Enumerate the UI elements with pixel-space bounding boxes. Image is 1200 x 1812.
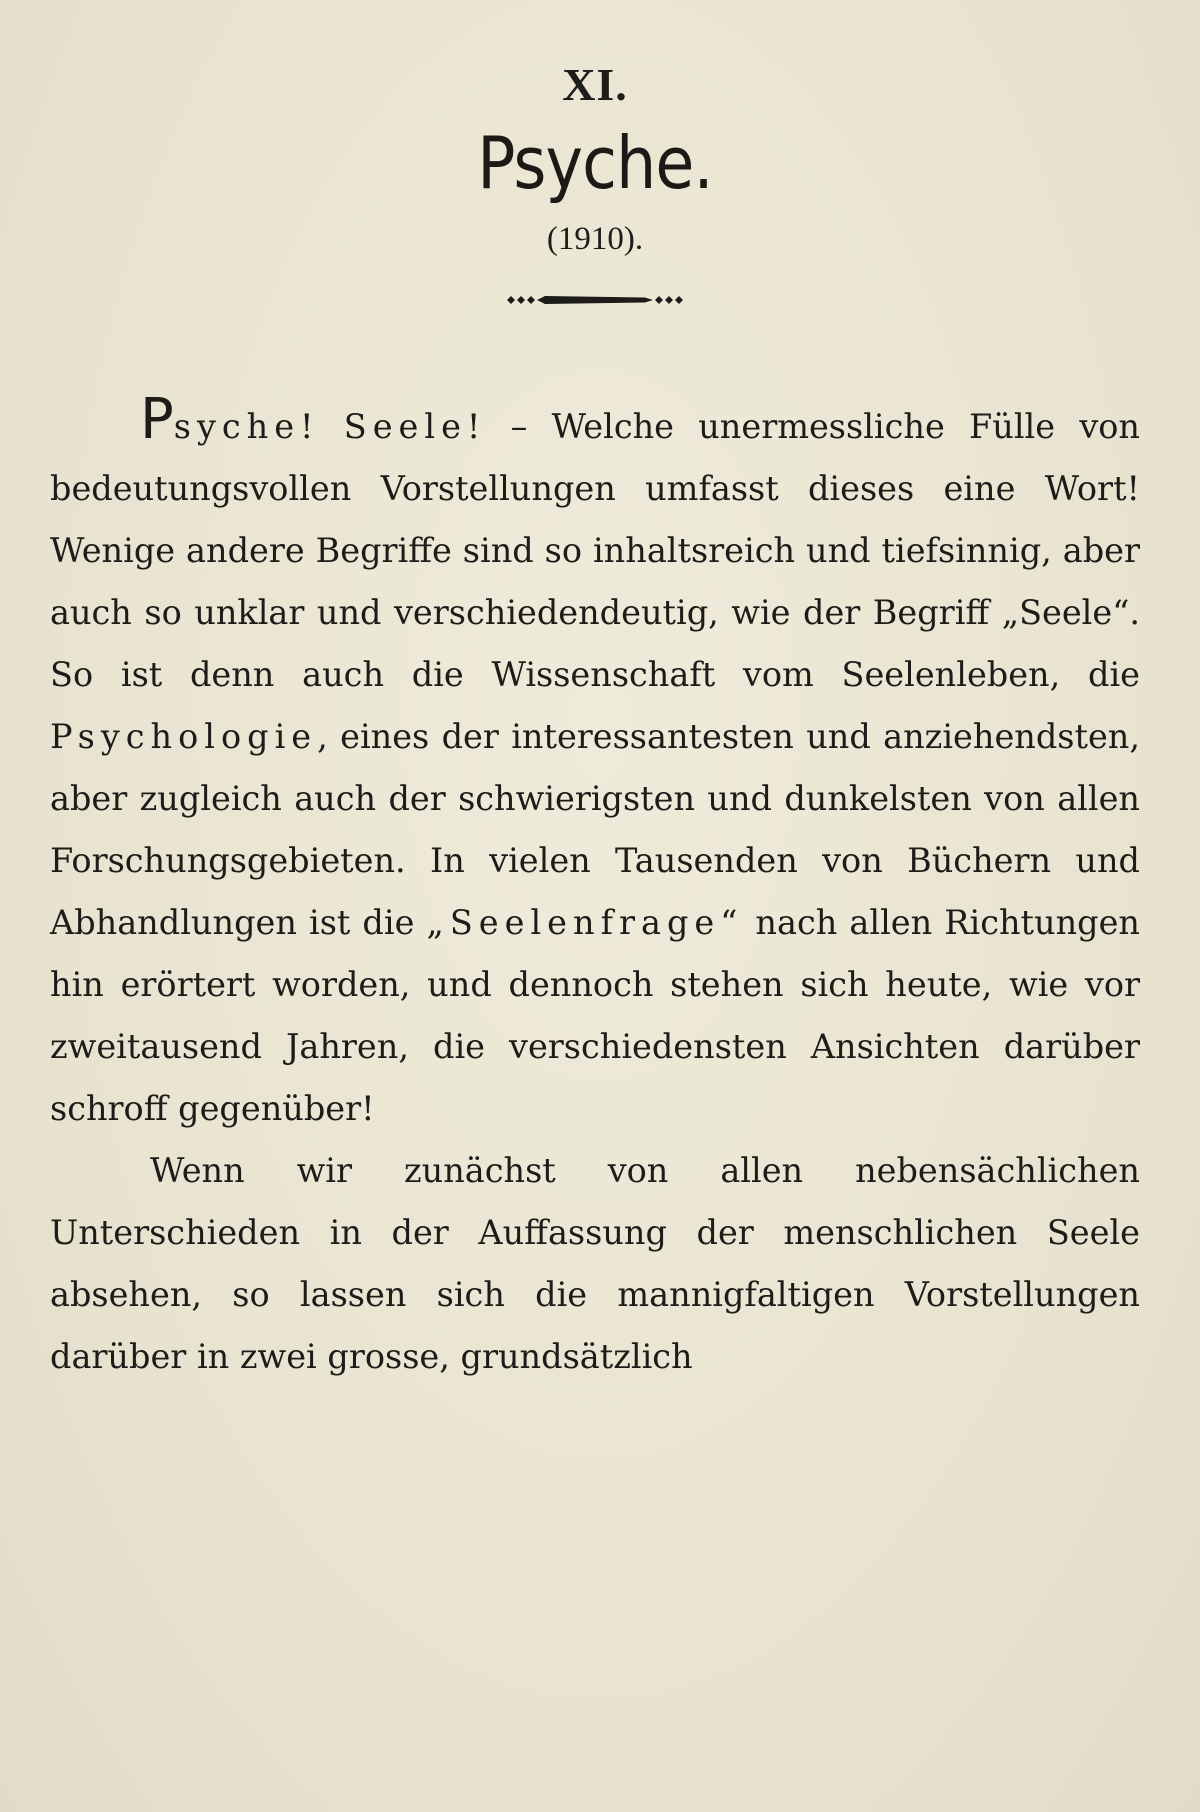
paragraph-1 bbox=[50, 387, 1140, 1140]
drop-cap: P bbox=[140, 387, 174, 452]
chapter-title: Psyche. bbox=[477, 121, 713, 205]
word-psychologie: Psychologie bbox=[50, 717, 318, 756]
word-seelenfrage: „Seelenfrage“ bbox=[426, 903, 744, 942]
paragraph-1-text-a: – Welche unermessliche Fülle von bedeutungsvollen Vorstellungen umfasst dieses eine Wort! Wenige andere Begriffe sind so inhaltsreich und tiefsinnig, aber auch so unklar und verschiedendeutig, wie der Begriff „Seele“. So ist denn auch die Wissenschaft vom Seelenleben, die bbox=[50, 407, 1140, 694]
paragraph-2: Wenn wir zunächst von allen nebensächlichen Unterschieden in der Auffassung der menschlichen Seele absehen, so lassen sich die mannigfaltigen Vorstellungen darüber in zwei grosse, grundsätzlich bbox=[50, 1151, 1140, 1376]
chapter-number: XI. bbox=[562, 59, 628, 110]
body-text bbox=[50, 387, 1140, 1388]
first-word-rest: syche! bbox=[173, 407, 320, 446]
paragraph-1-text-b: , eines der interessantesten und anziehendsten, aber zugleich auch der schwierigsten und dunkelsten von allen Forschungsgebieten. In vielen Tausenden von Büchern und Abhandlungen ist die bbox=[50, 717, 1140, 942]
word-seele: Seele! bbox=[343, 407, 487, 446]
chapter-year: (1910). bbox=[546, 221, 644, 257]
paragraph-1-text-c: nach allen Richtungen hin erörtert worden, und dennoch stehen sich heute, wie vor zweitausend Jahren, die verschiedensten Ansichten darüber schroff gegenüber! bbox=[50, 903, 1140, 1128]
ornament-divider-icon bbox=[505, 290, 685, 310]
page-content bbox=[50, 58, 1140, 1388]
